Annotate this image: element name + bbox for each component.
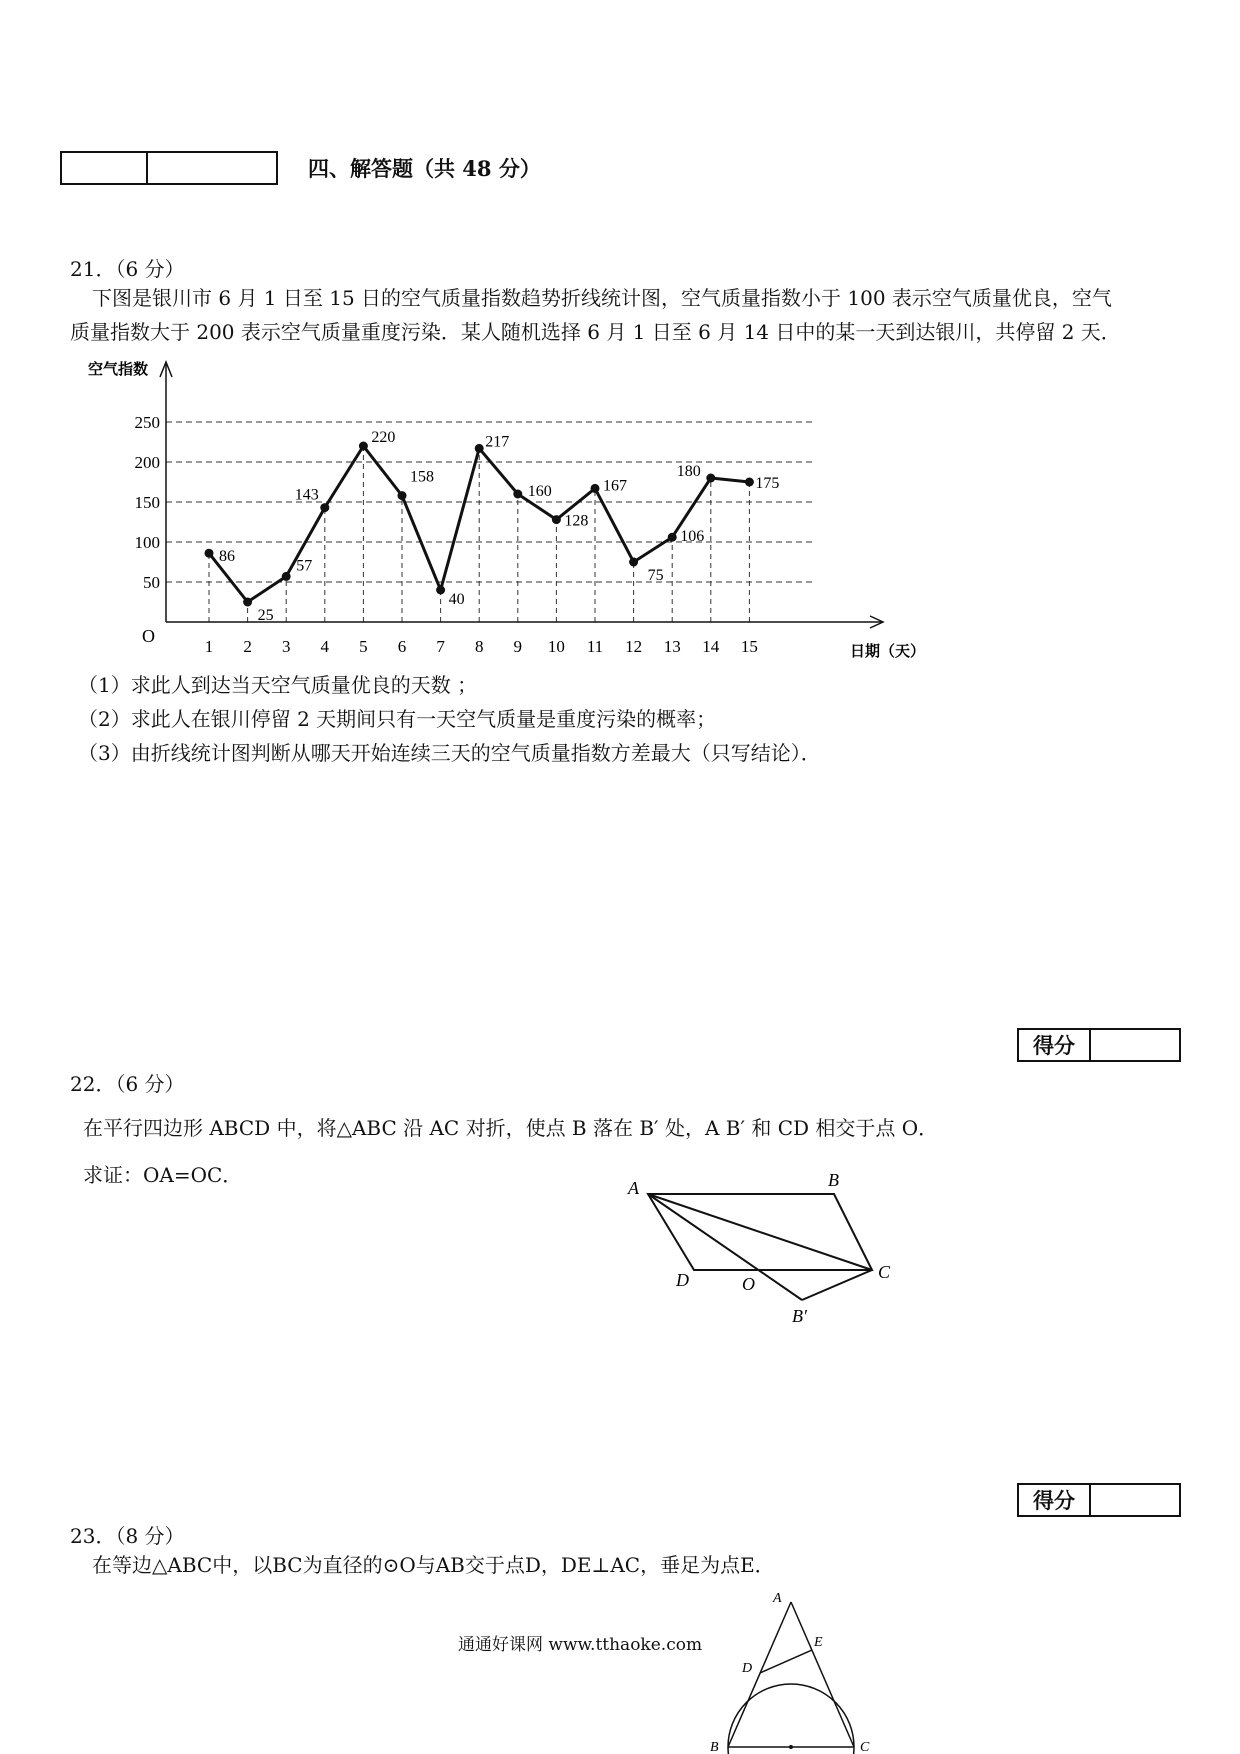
q21-text-line2: 质量指数大于 200 表示空气质量重度污染．某人随机选择 6 月 1 日至 6 月 14 日中的某一天到达银川，共停留 2 天． xyxy=(70,320,1121,344)
data-point xyxy=(629,558,638,567)
grade-label: 得分 xyxy=(1018,1484,1090,1516)
center-dot xyxy=(789,1745,793,1749)
q22-prove: 求证：OA=OC． xyxy=(83,1163,243,1187)
q23-statement: 在等边△ABC中，以BC为直径的⊙O与AB交于点D，DE⊥AC，垂足为点E． xyxy=(92,1553,775,1577)
x-tick-label: 1 xyxy=(204,637,214,656)
x-tick-label: 8 xyxy=(474,637,484,656)
data-point xyxy=(706,474,715,483)
data-label: 143 xyxy=(294,486,319,504)
label-o: O xyxy=(742,1274,755,1294)
x-tick-label: 14 xyxy=(702,637,720,656)
data-label: 160 xyxy=(527,483,552,500)
side-ab xyxy=(728,1602,791,1747)
label-e: E xyxy=(814,1635,823,1650)
q21-number: 21．（6 分） xyxy=(70,257,185,281)
data-label: 220 xyxy=(371,429,396,446)
air-quality-line-chart xyxy=(70,350,940,660)
q21-text-line1: 下图是银川市 6 月 1 日至 15 日的空气质量指数趋势折线统计图，空气质量指数小于 100 表示空气质量优良，空气 xyxy=(92,286,1112,310)
segment-ab-prime xyxy=(648,1194,802,1300)
grade-label: 得分 xyxy=(1018,1029,1090,1061)
x-tick-label: 7 xyxy=(436,637,445,656)
x-tick-label: 5 xyxy=(359,637,368,656)
q22-number: 22．（6 分） xyxy=(70,1072,185,1096)
data-point xyxy=(552,515,561,524)
label-b: B xyxy=(710,1740,719,1754)
label-c: C xyxy=(878,1262,891,1282)
data-point xyxy=(205,549,214,558)
segment-cb-prime xyxy=(802,1270,872,1300)
score-cell-2 xyxy=(147,152,277,184)
section-score-table xyxy=(60,151,278,185)
section-title: 四、解答题（共 48 分） xyxy=(308,156,541,181)
x-tick-label: 15 xyxy=(740,637,758,656)
grade-box-q22 xyxy=(1017,1028,1181,1062)
y-axis-title: 空气指数 xyxy=(88,362,149,378)
label-d: D xyxy=(742,1661,753,1676)
data-label: 57 xyxy=(296,557,313,575)
q21-sub3: （3）由折线统计图判断从哪天开始连续三天的空气质量指数方差最大（只写结论）． xyxy=(78,741,821,765)
label-a: A xyxy=(773,1591,782,1606)
data-point xyxy=(243,598,252,607)
data-point xyxy=(668,533,677,542)
x-tick-label: 10 xyxy=(547,637,565,656)
x-tick-label: 9 xyxy=(513,637,523,656)
data-point xyxy=(745,478,754,487)
x-tick-label: 4 xyxy=(320,637,330,656)
q21-sub2: （2）求此人在银川停留 2 天期间只有一天空气质量是重度污染的概率； xyxy=(78,707,717,731)
data-point xyxy=(398,491,407,500)
y-tick-label: 50 xyxy=(143,573,160,592)
circle-o xyxy=(728,1684,854,1754)
label-d: D xyxy=(676,1270,689,1290)
data-label: 75 xyxy=(647,567,664,584)
y-tick-label: 150 xyxy=(134,493,160,512)
x-axis-title: 日期（天） xyxy=(850,644,926,660)
data-point xyxy=(359,442,368,451)
label-a: A xyxy=(628,1178,639,1198)
data-point xyxy=(282,572,291,581)
side-ac xyxy=(791,1602,854,1747)
q22-statement: 在平行四边形 ABCD 中，将△ABC 沿 AC 对折，使点 B 落在 B′ 处，A B′ 和 CD 相交于点 O． xyxy=(83,1116,939,1140)
x-tick-label: 6 xyxy=(397,637,407,656)
parallelogram-figure xyxy=(620,1170,900,1330)
x-tick-label: 3 xyxy=(281,637,291,656)
y-tick-label: 200 xyxy=(134,453,160,472)
score-cell-1 xyxy=(61,152,147,184)
data-label: 180 xyxy=(676,463,701,480)
data-label: 158 xyxy=(410,468,434,486)
q23-number: 23．（8 分） xyxy=(70,1524,185,1548)
label-c: C xyxy=(860,1740,870,1754)
diagonal-ac xyxy=(648,1194,872,1270)
label-b-prime: B′ xyxy=(792,1306,807,1326)
data-label: 167 xyxy=(603,477,627,495)
data-label: 217 xyxy=(485,433,510,451)
data-point xyxy=(475,444,484,453)
circle-triangle-figure xyxy=(700,1590,890,1754)
y-tick-label: 100 xyxy=(134,533,160,552)
data-point xyxy=(436,586,445,595)
data-label: 106 xyxy=(680,528,705,546)
x-tick-label: 12 xyxy=(625,637,643,656)
data-label: 40 xyxy=(448,591,465,608)
data-point xyxy=(591,484,600,493)
data-point xyxy=(320,503,329,512)
y-tick-label: 250 xyxy=(134,413,160,432)
x-tick-label: 13 xyxy=(663,637,681,656)
segment-de xyxy=(760,1650,812,1673)
grade-value-cell xyxy=(1090,1029,1180,1061)
origin-label: O xyxy=(142,626,155,646)
data-label: 25 xyxy=(257,607,274,624)
grade-box-q23 xyxy=(1017,1483,1181,1517)
data-point xyxy=(513,490,522,499)
data-label: 128 xyxy=(564,512,589,530)
data-label: 86 xyxy=(219,548,235,566)
x-tick-label: 2 xyxy=(243,637,252,656)
label-b: B xyxy=(828,1170,839,1190)
data-label: 175 xyxy=(755,475,780,492)
q21-sub1: （1）求此人到达当天空气质量优良的天数 ； xyxy=(78,673,478,697)
footer-text: 通通好课网 www.tthaoke.com xyxy=(458,1635,703,1655)
x-tick-label: 11 xyxy=(586,637,604,656)
grade-value-cell xyxy=(1090,1484,1180,1516)
